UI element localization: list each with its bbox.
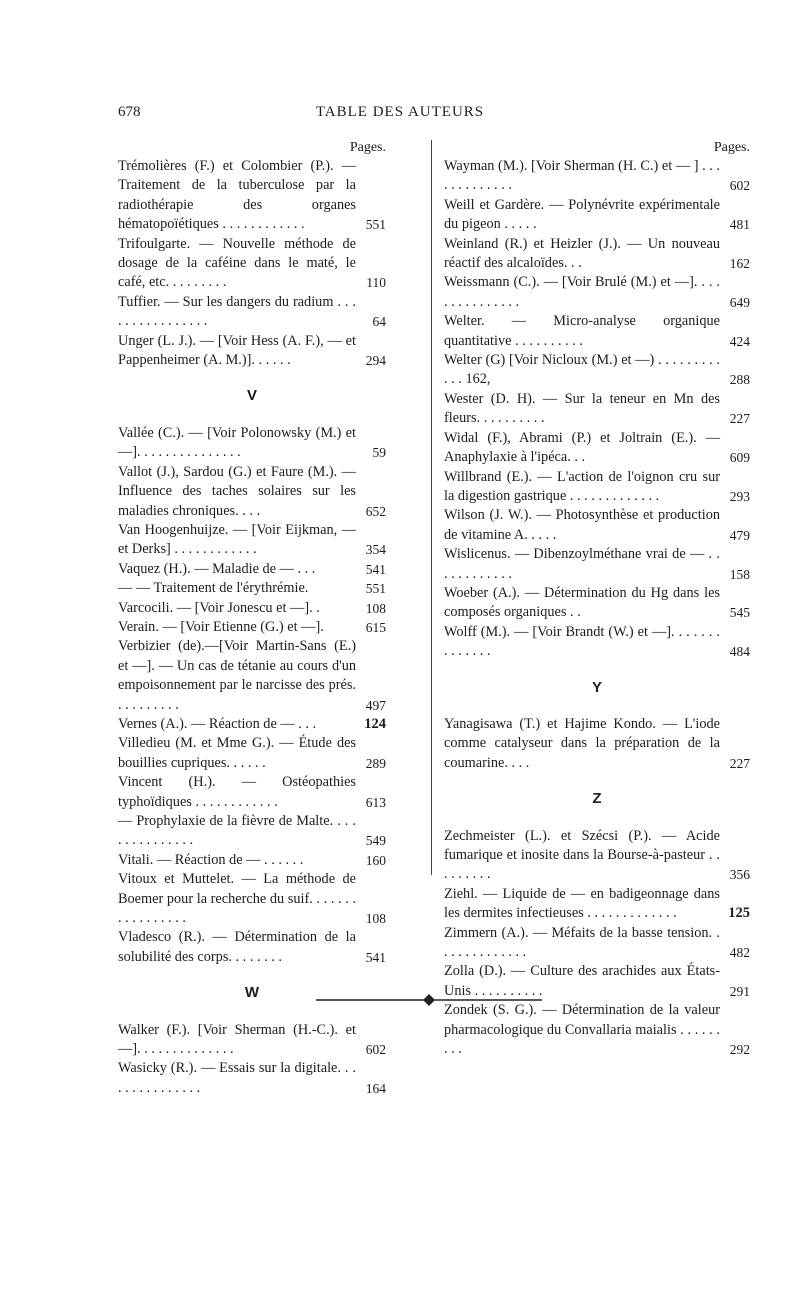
entry-text: — — Traitement de l'érythrémie. [118, 580, 309, 597]
entry-text: Zondek (S. G.). — Détermination de la valeur pharmacologique du Convallaria maialis . . . . . . . . . [444, 1002, 720, 1058]
index-entry [444, 312, 750, 351]
entry-text: Widal (F.), Abrami (P.) et Joltrain (E.). — Anaphylaxie à l'ipéca. . . [444, 429, 720, 466]
page-ref: 288 [729, 372, 750, 388]
index-entry [118, 734, 386, 773]
page-ref: 481 [729, 217, 750, 233]
entry-text: Varcocili. — [Voir Jonescu et —]. . [118, 599, 320, 616]
page-ref: 479 [729, 527, 750, 543]
index-entry [118, 157, 386, 235]
entry-text: Zolla (D.). — Culture des arachides aux États-Unis . . . . . . . . . . [444, 963, 720, 999]
page-number: 678 [118, 104, 141, 120]
page-ref: 602 [729, 178, 750, 194]
entry-text: Wislicenus. — Dibenzoylméthane vrai de — . . . . . . . . . . . . [444, 546, 720, 582]
page-ref: 124 [364, 715, 386, 732]
index-entry [118, 851, 386, 870]
entry-text: Vitali. — Réaction de — . . . . . . [118, 851, 304, 868]
index-entry [444, 390, 750, 429]
page-ref: 652 [365, 503, 386, 519]
entry-list [444, 157, 750, 662]
index-entry [118, 579, 386, 598]
page-ref: 162 [729, 256, 750, 272]
entry-text: Wolff (M.). — [Voir Brandt (W.) et —]. . . . . . . . . . . . . . [444, 623, 720, 660]
index-entry [118, 637, 386, 715]
page-ref: 125 [728, 905, 750, 922]
index-entry [444, 623, 750, 662]
index-entry [444, 235, 750, 274]
entry-text: Unger (L. J.). — [Voir Hess (A. F.), — et Pappenheimer (A. M.)]. . . . . . [118, 332, 356, 369]
page-ref: 158 [729, 566, 750, 582]
index-entry [118, 1059, 386, 1098]
end-ornament [316, 994, 542, 1006]
index-entry [118, 332, 386, 371]
page-ref: 649 [729, 294, 750, 310]
entry-text: Trifoulgarte. — Nouvelle méthode de dosage de la caféine dans le maté, le café, etc. . . . . . . . . [118, 235, 356, 291]
index-entry [444, 924, 750, 963]
pages-label: Pages. [349, 140, 386, 155]
page-ref: 602 [365, 1042, 386, 1058]
page-ref: 497 [365, 697, 386, 713]
entry-text: Wasicky (R.). — Essais sur la digitale. . . . . . . . . . . . . . . [118, 1060, 356, 1096]
page-ref: 609 [729, 450, 750, 466]
page-ref: 354 [365, 542, 386, 558]
page-ref: 110 [366, 275, 386, 291]
index-entry [444, 715, 750, 773]
index-entry [444, 545, 750, 584]
page-ref: 551 [365, 217, 386, 233]
index-entry [444, 468, 750, 507]
column-divider [431, 140, 432, 875]
running-title: TABLE DES AUTEURS [315, 104, 485, 120]
index-entry [444, 827, 750, 885]
entry-text: Zechmeister (L.). et Szécsi (P.). — Acide fumarique et inosite dans la Bourse-à-pasteur . . . . . . . . . [444, 827, 720, 883]
page-ref: 541 [365, 561, 386, 577]
index-entry [444, 506, 750, 545]
index-entry [118, 928, 386, 967]
entry-text: Weill et Gardère. — Polynévrite expérimentale du pigeon . . . . . [444, 196, 720, 233]
entry-text: Weissmann (C.). — [Voir Brulé (M.) et —]. . . . . . . . . . . . . . . [444, 274, 720, 310]
index-entry [444, 351, 750, 390]
index-entry [118, 521, 386, 560]
page-ref: 227 [729, 755, 750, 771]
entry-list [118, 424, 386, 967]
section-heading: Z [592, 790, 602, 808]
index-entry [118, 870, 386, 928]
index-entry [118, 293, 386, 332]
page-ref: 551 [365, 581, 386, 597]
index-entry [444, 196, 750, 235]
index-entry [444, 157, 750, 196]
page-ref: 294 [365, 353, 386, 369]
page-ref: 424 [729, 333, 750, 349]
index-entry [444, 429, 750, 468]
page-ref: 482 [729, 945, 750, 961]
entry-text: Wilson (J. W.). — Photosynthèse et production de vitamine A. . . . . [444, 507, 720, 543]
entry-text: Vallot (J.), Sardou (G.) et Faure (M.). — Influence des taches solaires sur les maladies chroniques. . . . [118, 463, 356, 519]
page-ref: 293 [729, 488, 750, 504]
page-ref: 549 [365, 833, 386, 849]
index-entry [444, 1001, 750, 1059]
index-entry [118, 715, 386, 734]
entry-text: Verbizier (de).—[Voir Martin-Sans (E.) et —]. — Un cas de tétanie au cours d'un empoisonnement par le narcisse des prés. . . . . . . . . . [118, 638, 356, 713]
entry-text: Trémolières (F.) et Colombier (P.). — Traitement de la tuberculose par la radiothérapie des organes hématopoïétiques . . . . . . . . . . . . [118, 158, 356, 233]
left-column [118, 138, 386, 1098]
entry-text: Vincent (H.). — Ostéopathies typhoïdiques . . . . . . . . . . . . [118, 774, 356, 810]
section-heading: W [244, 984, 260, 1002]
entry-text: Vallée (C.). — [Voir Polonowsky (M.) et —]. . . . . . . . . . . . . . . [118, 424, 356, 461]
page-ref: 108 [365, 911, 386, 927]
page-ref: 613 [365, 794, 386, 810]
index-entry [118, 812, 386, 851]
pages-label: Pages. [713, 140, 750, 155]
section-heading: Y [591, 678, 602, 696]
page-ref: 292 [729, 1042, 750, 1058]
page-ref: 108 [365, 600, 386, 616]
entry-text: Weinland (R.) et Heizler (J.). — Un nouveau réactif des alcaloïdes. . . [444, 235, 720, 272]
page-ref: 160 [365, 852, 386, 868]
index-entry [118, 424, 386, 463]
right-column [444, 138, 750, 1059]
index-entry [444, 885, 750, 924]
entry-text: Villedieu (M. et Mme G.). — Étude des bouillies cupriques. . . . . . [118, 735, 356, 771]
page-header [0, 104, 800, 128]
entry-text: Willbrand (E.). — L'action de l'oignon cru sur la digestion gastrique . . . . . . . . . . . . . [444, 468, 720, 504]
page-ref: 289 [365, 755, 386, 771]
index-entry [118, 235, 386, 293]
entry-text: Vitoux et Muttelet. — La méthode de Boemer pour la recherche du suif. . . . . . . . . . . . . . . . . [118, 871, 356, 927]
page-ref: 356 [729, 867, 750, 883]
page-ref: 545 [729, 605, 750, 621]
section-heading: V [246, 387, 257, 405]
entry-text: Yanagisawa (T.) et Hajime Kondo. — L'iode comme catalyseur dans la préparation de la coumarine. . . . [444, 715, 720, 771]
entry-text: Welter (G) [Voir Nicloux (M.) et —) . . . . . . . . . . . . 162, [444, 352, 720, 388]
index-entry [118, 560, 386, 579]
page-ref: 484 [729, 644, 750, 660]
page-ref: 291 [729, 983, 750, 999]
entry-text: Tuffier. — Sur les dangers du radium . . . . . . . . . . . . . . . . [118, 293, 356, 330]
entry-text: — Prophylaxie de la fièvre de Malte. . . . . . . . . . . . . . . [118, 813, 356, 849]
index-entry [118, 1021, 386, 1060]
page-ref: 615 [365, 619, 386, 635]
index-entry [118, 773, 386, 812]
entry-text: Verain. — [Voir Etienne (G.) et —]. [118, 618, 324, 635]
index-entry [118, 463, 386, 521]
page-ref: 227 [729, 411, 750, 427]
entry-text: Van Hoogenhuijze. — [Voir Eijkman, — et Derks] . . . . . . . . . . . . [118, 521, 356, 558]
entry-text: Zimmern (A.). — Méfaits de la basse tension. . . . . . . . . . . . . . [444, 924, 720, 961]
entry-text: Ziehl. — Liquide de — en badigeonnage dans les dermites infectieuses . . . . . . . . . . . . . [444, 885, 720, 922]
entry-list [444, 827, 750, 1060]
entry-list [118, 1021, 386, 1099]
entry-text: Vernes (A.). — Réaction de — . . . [118, 715, 317, 732]
index-entry [118, 618, 386, 637]
index-entry [118, 599, 386, 618]
page-ref: 64 [372, 314, 386, 330]
entry-list [118, 157, 386, 370]
page-ref: 164 [365, 1080, 386, 1096]
entry-text: Wester (D. H). — Sur la teneur en Mn des fleurs. . . . . . . . . . [444, 390, 720, 427]
entry-text: Wayman (M.). [Voir Sherman (H. C.) et — ] . . . . . . . . . . . . . [444, 158, 720, 194]
entry-text: Walker (F.). [Voir Sherman (H.-C.). et —]. . . . . . . . . . . . . . [118, 1021, 356, 1058]
page-ref: 59 [372, 445, 386, 461]
entry-text: Welter. — Micro-analyse organique quantitative . . . . . . . . . . [444, 313, 720, 349]
entry-list [444, 715, 750, 773]
entry-text: Vladesco (R.). — Détermination de la solubilité des corps. . . . . . . . [118, 929, 356, 965]
index-entry [444, 584, 750, 623]
index-entry [444, 273, 750, 312]
page-ref: 541 [365, 949, 386, 965]
entry-text: Woeber (A.). — Détermination du Hg dans les composés organiques . . [444, 584, 720, 621]
entry-text: Vaquez (H.). — Maladie de — . . . [118, 560, 316, 577]
